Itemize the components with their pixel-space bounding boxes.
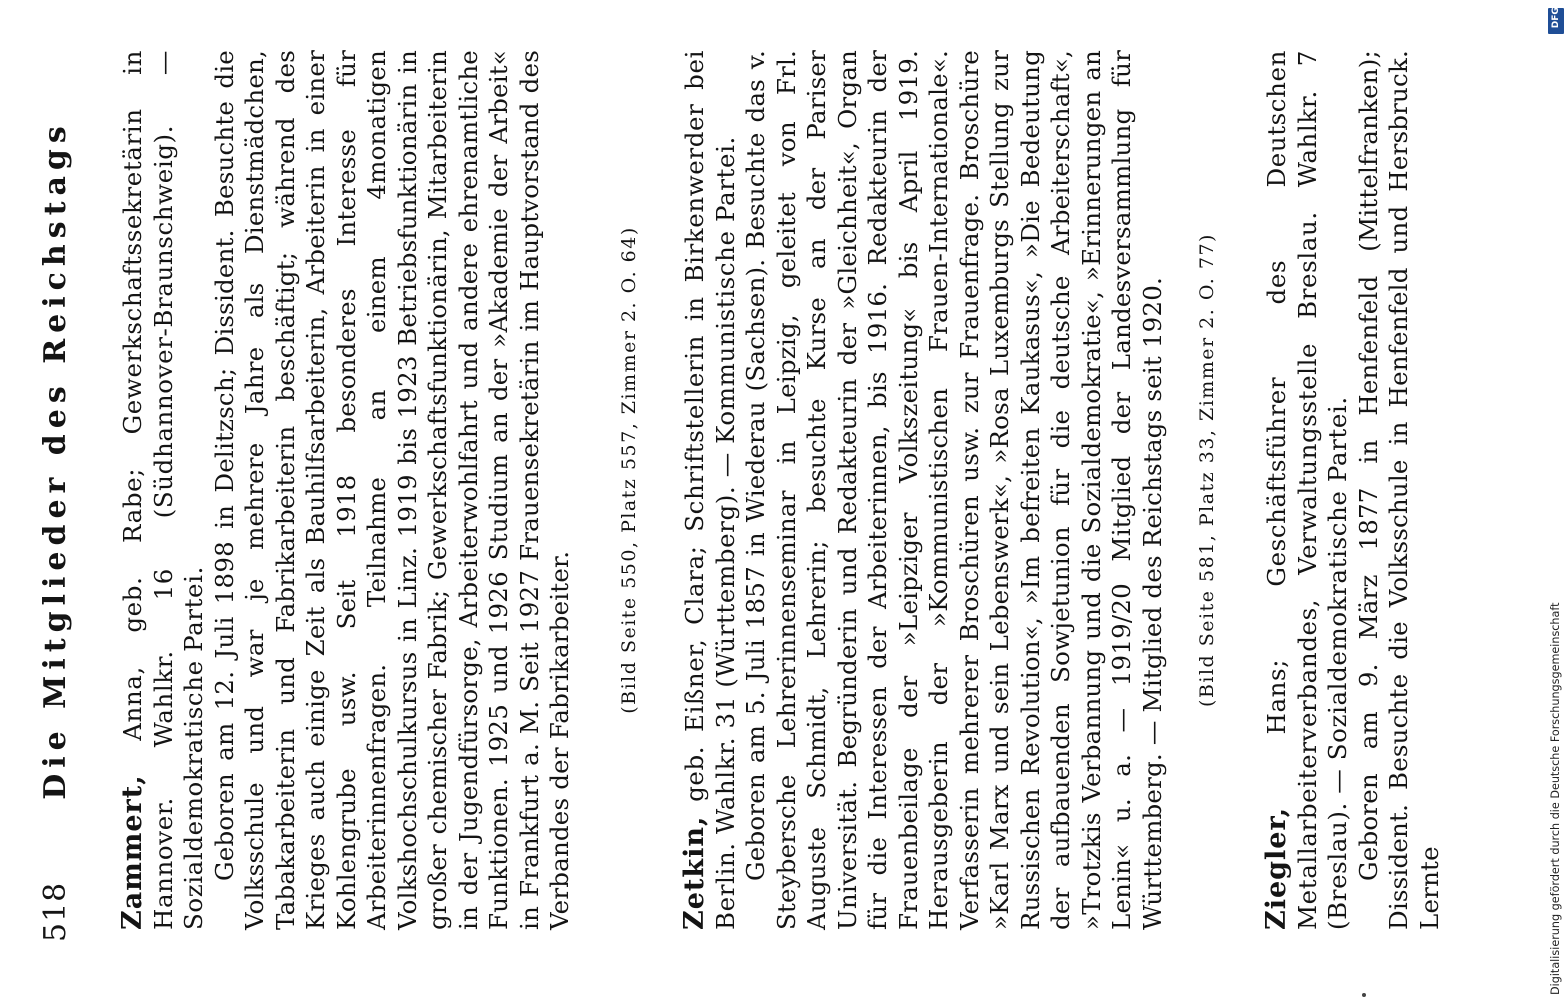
member-entry-zammert bbox=[118, 50, 576, 930]
biography-paragraph: Geboren am 5. Juli 1857 in Wiederau (Sachsen). Besuchte das v. Steybersche Lehrerinnenseminar in Leipzig, geleitet von Frl. Auguste Schmidt, Lehrerin; besuchte Kurse an der Pariser Universität. Begründerin und Redakteurin der »Gleichheit«, Organ für die Interessen der Arbeiterinnen, bis 1916. Redakteurin der Frauenbeilage der »Leipziger Volkszeitung« bis April 1919. Herausgeberin der »Kommunistischen Frauen-Internationale«. Verfasserin mehrerer Broschüren usw. zur Frauenfrage. Broschüre »Karl Marx und sein Lebenswerk«, »Rosa Luxemburgs Stellung zur Russischen Revolution«, »Im befreiten Kaukasus«, »Die Bedeutung der aufbauenden Sowjetunion für die deutsche Arbeiterschaft«, »Trotzkis Verbannung und die Sozialdemokratie«, »Erinnerungen an Lenin« u. a. — 1919/20 Mitglied der Landesversammlung für Württemberg. — Mitglied des Reichstags seit 1920. bbox=[741, 50, 1167, 930]
biography-paragraph: Geboren am 12. Juli 1898 in Delitzsch; Dissident. Besuchte die Volksschule und war je mehrere Jahre als Dienstmädchen, Tabakarbeiterin und Fabrikarbeiterin beschäftigt; während des Krieges auch einige Zeit als Bauhilfsarbeiterin, Arbeiterin in einer Kohlengrube usw. Seit 1918 besonderes Interesse für Arbeiterinnenfragen. Teilnahme an einem 4monatigen Volkshochschulkursus in Linz. 1919 bis 1923 Betriebsfunktionärin in großer chemischer Fabrik; Gewerkschaftsfunktionärin, Mitarbeiterin in der Jugendfürsorge, Arbeiterwohlfahrt und andere ehrenamtliche Funktionen. 1925 und 1926 Studium an der »Akademie der Arbeit« in Frankfurt a. M. Seit 1927 Frauensekretärin im Hauptvorstand des Verbandes der Fabrikarbeiter. bbox=[209, 50, 574, 930]
member-name: Ziegler, bbox=[1261, 806, 1292, 930]
page-number: 518 bbox=[38, 881, 73, 942]
member-heading-text: Anna, geb. Rabe; Gewerkschaftssekretärin in Hannover. Wahlkr. 16 (Südhannover-Braunschweig). — Sozialdemokratische Partei. bbox=[118, 50, 208, 930]
member-name: Zammert, bbox=[117, 774, 148, 930]
entry-heading bbox=[118, 50, 210, 930]
photo-reference: (Bild Seite 581, Platz 33, Zimmer 2. O. 77) bbox=[1196, 233, 1218, 707]
scan-speck bbox=[1362, 993, 1366, 997]
member-heading-text: geb. Eißner, Clara; Schriftstellerin in Birkenwerder bei Berlin. Wahlkr. 31 (Württemberg). — Kommunistische Partei. bbox=[680, 50, 740, 930]
digitization-credit: Digitalisierung gefördert durch die Deutsche Forschungsgemeinschaft bbox=[1549, 602, 1562, 995]
biography-paragraph: Geboren am 9. März 1877 in Henfenfeld (Mittelfranken); Dissident. Besuchte die Volksschule in Henfenfeld und Hersbruck. Lernte bbox=[1353, 50, 1444, 930]
member-entry-ziegler bbox=[1262, 50, 1445, 930]
member-entry-zetkin bbox=[680, 50, 1168, 930]
photo-reference: (Bild Seite 550, Platz 557, Zimmer 2. O. 64) bbox=[618, 226, 640, 714]
running-head: Die Mitglieder des Reichstags bbox=[38, 120, 73, 800]
dfg-logo-icon bbox=[1548, 8, 1564, 34]
entry-heading bbox=[1262, 50, 1354, 930]
entry-heading bbox=[680, 50, 741, 930]
member-heading-text: Hans; Geschäftsführer des Deutschen Metallarbeiterverbandes, Verwaltungsstelle Breslau. Wahlkr. 7 (Breslau). — Sozialdemokratische Partei. bbox=[1262, 50, 1352, 930]
member-name: Zetkin, bbox=[679, 815, 710, 930]
dfg-logo-text: DFG bbox=[1550, 7, 1561, 29]
